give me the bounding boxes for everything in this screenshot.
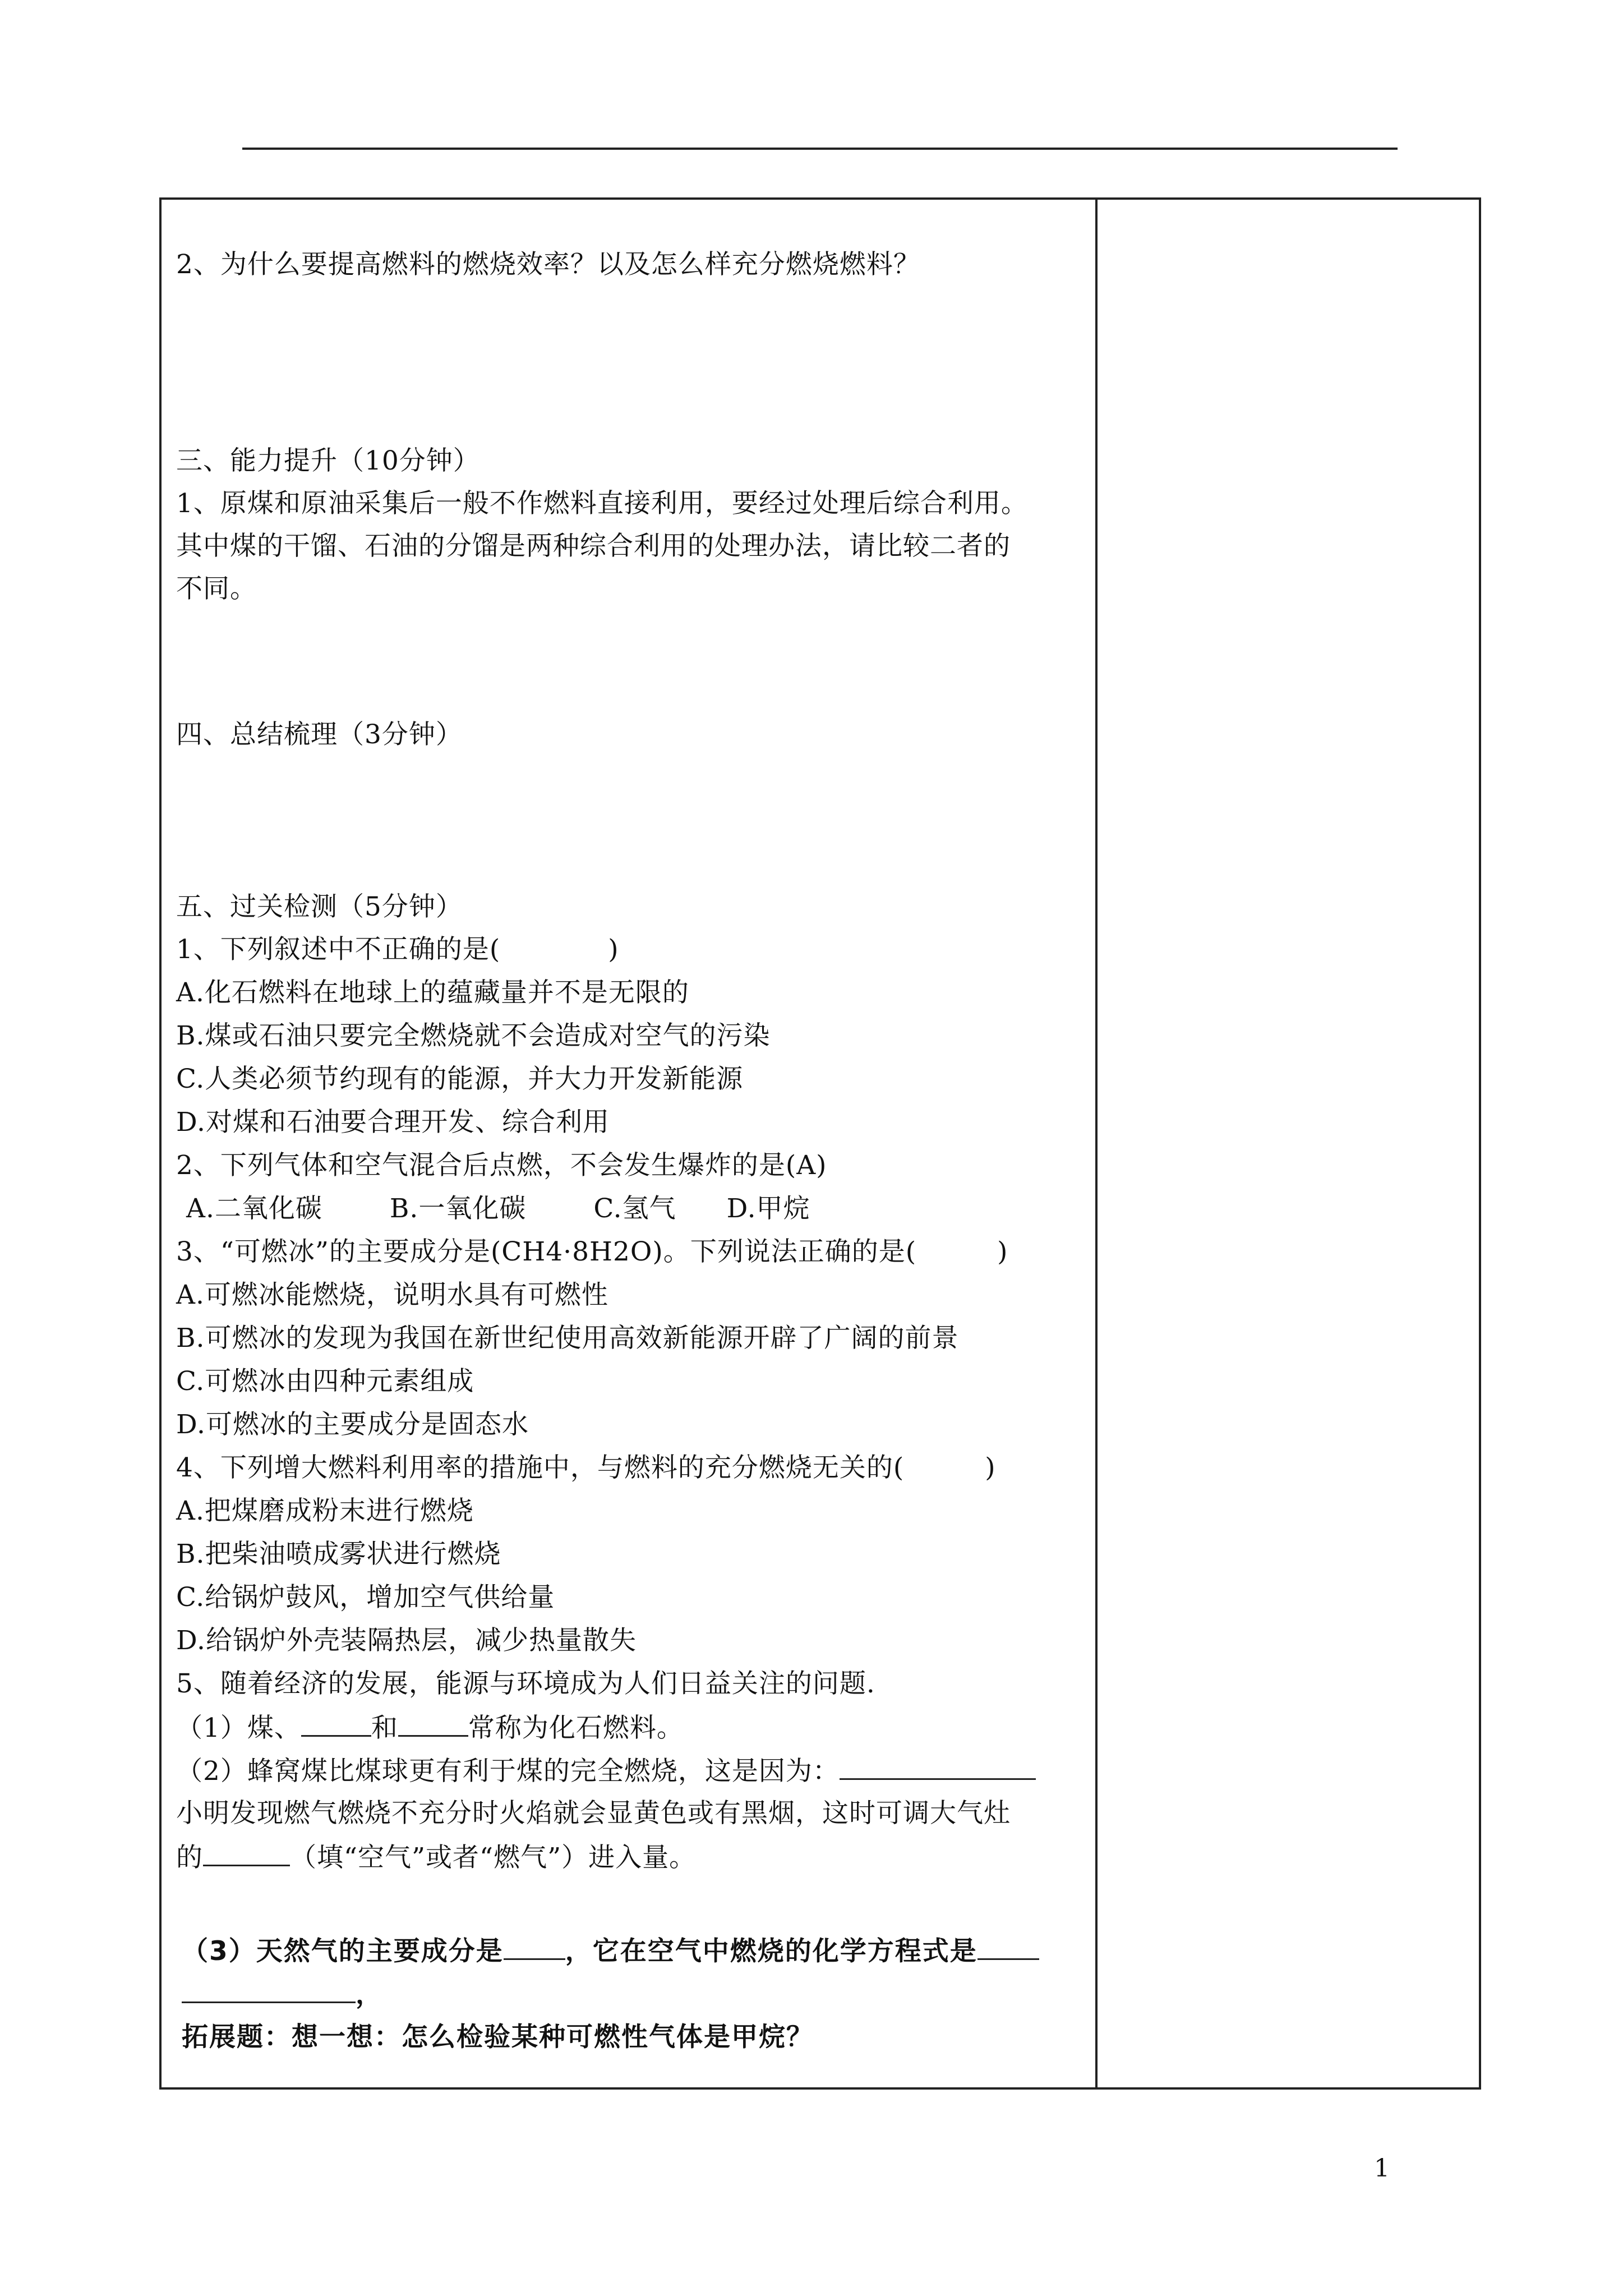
notes-column-divider: [1095, 197, 1098, 2090]
q2-stem: 2、下列气体和空气混合后点燃，不会发生爆炸的是(A): [176, 1150, 827, 1181]
blank-equation-2[interactable]: [182, 1977, 356, 2003]
q1-option-b: B.煤或石油只要完全燃烧就不会造成对空气的污染: [176, 1020, 771, 1051]
q4-stem: 4、下列增大燃料利用率的措施中，与燃料的充分燃烧无关的( ): [176, 1452, 996, 1483]
section-3-q1-line2: 其中煤的干馏、石油的分馏是两种综合利用的处理办法，请比较二者的: [176, 531, 1011, 562]
q5-part3-middle: ，它在空气中燃烧的化学方程式是: [565, 1936, 978, 1967]
q5-part2-text: （2）蜂窝煤比煤球更有利于煤的完全燃烧，这是因为：: [176, 1756, 840, 1787]
q1-option-d: D.对煤和石油要合理开发、综合利用: [176, 1107, 610, 1138]
q5-part2-end-prefix: 的: [176, 1842, 203, 1873]
blank-air-or-gas[interactable]: [203, 1840, 290, 1866]
q5-part3-prefix: （3）天然气的主要成分是: [182, 1936, 504, 1967]
q5-part2-end-suffix: （填“空气”或者“燃气”）进入量。: [290, 1842, 697, 1873]
section-3-title: 三、能力提升（10分钟）: [176, 445, 480, 476]
q5-part1: [176, 1710, 684, 1745]
q5-part3-end: ，: [356, 1979, 383, 2010]
q5-part1-suffix: 常称为化石燃料。: [468, 1713, 684, 1743]
q5-stem: 5、随着经济的发展，能源与环境成为人们日益关注的问题.: [176, 1668, 875, 1699]
q5-part3: [182, 1934, 1039, 1968]
section-5-title: 五、过关检测（5分钟）: [176, 891, 463, 922]
q1-option-a: A.化石燃料在地球上的蕴藏量并不是无限的: [176, 977, 689, 1008]
q3-option-a: A.可燃冰能燃烧，说明水具有可燃性: [176, 1280, 608, 1310]
q2-option-c: C.氢气: [593, 1193, 676, 1224]
q3-option-c: C.可燃冰由四种元素组成: [176, 1366, 474, 1397]
q2-options: [186, 1192, 810, 1226]
q1-stem: 1、下列叙述中不正确的是( ): [176, 934, 619, 965]
q4-option-c: C.给锅炉鼓风，增加空气供给量: [176, 1582, 555, 1613]
question-burn-efficiency: 2、为什么要提高燃料的燃烧效率？以及怎么样充分燃烧燃料？: [176, 249, 920, 280]
q2-option-d: D.甲烷: [726, 1193, 810, 1224]
q2-option-a: A.二氧化碳: [186, 1193, 322, 1224]
section-3-q1-line3: 不同。: [176, 573, 257, 604]
section-4-title: 四、总结梳理（3分钟）: [176, 719, 463, 750]
q4-option-b: B.把柴油喷成雾状进行燃烧: [176, 1539, 501, 1570]
q5-part1-prefix: （1）煤、: [176, 1713, 301, 1743]
blank-natural-gas-component[interactable]: [504, 1934, 565, 1960]
blank-fossil-fuel-2[interactable]: [398, 1710, 468, 1737]
q1-option-c: C.人类必须节约现有的能源，并大力开发新能源: [176, 1064, 744, 1094]
header-rule: [242, 148, 1398, 150]
q2-option-b: B.一氧化碳: [389, 1193, 527, 1224]
q5-part2-end: [176, 1840, 696, 1875]
q3-option-d: D.可燃冰的主要成分是固态水: [176, 1409, 529, 1440]
extension-question: 拓展题：想一想：怎么检验某种可燃性气体是甲烷？: [182, 2022, 814, 2053]
blank-equation-1[interactable]: [978, 1934, 1039, 1960]
q4-option-d: D.给锅炉外壳装隔热层，减少热量散失: [176, 1625, 637, 1656]
q4-option-a: A.把煤磨成粉末进行燃烧: [176, 1496, 474, 1526]
q5-part1-and: 和: [371, 1713, 398, 1743]
q3-stem: 3、“可燃冰”的主要成分是(CH4·8H2O)。下列说法正确的是( ): [176, 1236, 1008, 1267]
blank-honeycomb-reason[interactable]: [840, 1754, 1036, 1780]
section-3-q1-line1: 1、原煤和原油采集后一般不作燃料直接利用，要经过处理后综合利用。: [176, 488, 1028, 519]
page-number: 1: [1374, 2154, 1390, 2183]
blank-fossil-fuel-1[interactable]: [301, 1710, 371, 1737]
q3-option-b: B.可燃冰的发现为我国在新世纪使用高效新能源开辟了广阔的前景: [176, 1323, 959, 1354]
q5-part2-continued: 小明发现燃气燃烧不充分时火焰就会显黄色或有黑烟，这时可调大气灶: [176, 1798, 1011, 1829]
q5-part2: [176, 1754, 1036, 1788]
q5-part3-continued: [182, 1977, 383, 2012]
